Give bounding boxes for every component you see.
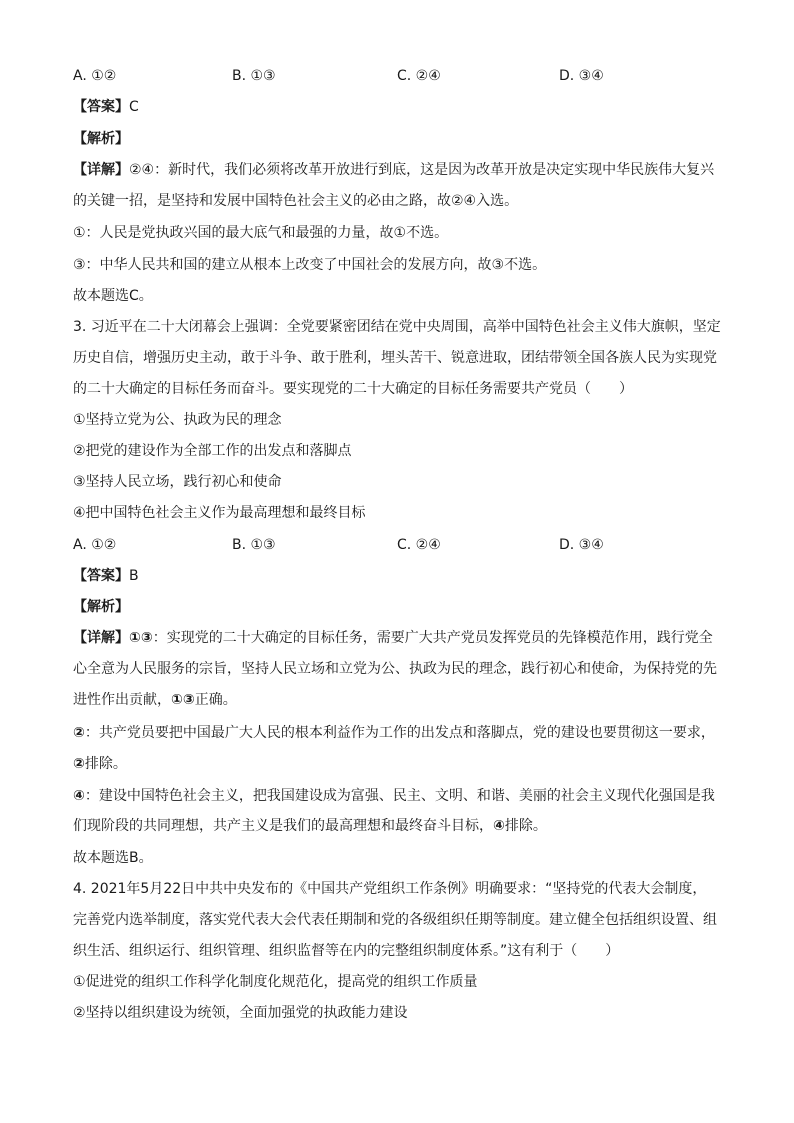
q4-item: ①促进党的组织工作科学化制度化规范化，提高党的组织工作质量 (73, 974, 478, 990)
mark: ④ (493, 818, 505, 834)
detail-text: 们现阶段的共同理想，共产主义是我们的最高理想和最终奋斗目标， (73, 818, 493, 834)
q3-stem-line: 历史自信，增强历史主动，敢于斗争、敢于胜利，埋头苦干、锐意进取，团结带领全国各族人民为实现党 (73, 350, 717, 366)
q3-answer (73, 566, 139, 586)
q3-item: ②把党的建设作为全部工作的出发点和落脚点 (73, 443, 352, 459)
detail-text: ：建设中国特色社会主义，把我国建设成为富强、民主、文明、和谐、美丽的社会主义现代化强国是我 (84, 788, 715, 804)
q4-stem-line: 4. 2021年5月22日中共中央发布的《中国共产党组织工作条例》明确要求：“坚持党的代表大会制度， (73, 881, 707, 897)
q3-detail-line (73, 786, 715, 806)
mark: ④ (73, 788, 85, 804)
q2-detail-line: ①：人民是党执政兴国的最大底气和最强的力量，故①不选。 (73, 225, 449, 241)
detail-tag: 【详解】 (73, 630, 129, 646)
q3-item: ④把中国特色社会主义作为最高理想和最终目标 (73, 505, 366, 521)
q2-option-b: B. ①③ (232, 68, 276, 84)
detail-text: 进性作出贡献， (73, 692, 171, 708)
detail-text: ②④：新时代，我们必须将改革开放进行到底，这是因为改革开放是决定实现中华民族伟大复兴 (129, 162, 715, 178)
q4-stem-line: 织生活、组织运行、组织管理、组织监督等在内的完整组织制度体系。”这有利于（ ） (73, 943, 620, 959)
answer-tag: 【答案】 (73, 99, 129, 115)
q3-detail-line (73, 690, 237, 710)
q2-conclusion: 故本题选C。 (73, 288, 153, 304)
q3-item: ①坚持立党为公、执政为民的理念 (73, 412, 282, 428)
q3-conclusion: 故本题选B。 (73, 850, 153, 866)
q3-stem-line: 的二十大确定的目标任务而奋斗。要实现党的二十大确定的目标任务需要共产党员（ ） (73, 381, 633, 397)
detail-text: ：共产党员要把中国最广大人民的根本利益作为工作的出发点和落脚点，党的建设也要贯彻这一要求， (84, 725, 715, 741)
q3-detail-line (73, 723, 715, 743)
mark: ② (73, 725, 85, 741)
q2-detail-line: 的关键一招，是坚持和发展中国特色社会主义的必由之路，故②④入选。 (73, 193, 519, 209)
mark: ①③ (129, 630, 153, 646)
mark: ② (73, 756, 85, 772)
q2-analysis-tag: 【解析】 (73, 131, 129, 147)
q3-option-d: D. ③④ (559, 537, 604, 553)
q3-stem-line: 3. 习近平在二十大闭幕会上强调：全党要紧密团结在党中央周围，高举中国特色社会主义伟大旗帜，坚定 (73, 319, 721, 335)
q2-detail-line (73, 160, 714, 180)
q4-item: ②坚持以组织建设为统领，全面加强党的执政能力建设 (73, 1005, 408, 1021)
mark: ①③ (171, 692, 195, 708)
q3-analysis-tag: 【解析】 (73, 599, 129, 615)
q2-answer (73, 97, 139, 117)
q3-item: ③坚持人民立场，践行初心和使命 (73, 474, 282, 490)
detail-text: 正确。 (194, 692, 237, 708)
q3-detail-line (73, 754, 127, 774)
q3-option-a: A. ①② (73, 537, 117, 553)
detail-text: 排除。 (84, 756, 127, 772)
q4-stem-line: 完善党内选举制度，落实党代表大会代表任期制和党的各级组织任期等制度。建立健全包括组织设置、组 (73, 912, 717, 928)
q3-option-c: C. ②④ (397, 537, 441, 553)
answer-value: B (129, 568, 139, 584)
detail-text: ：实现党的二十大确定的目标任务，需要广大共产党员发挥党员的先锋模范作用，践行党全 (152, 630, 713, 646)
q3-detail-line (73, 628, 713, 648)
detail-text: 排除。 (504, 818, 547, 834)
answer-tag: 【答案】 (73, 568, 129, 584)
answer-value: C (129, 99, 139, 115)
q3-detail-line: 心全意为人民服务的宗旨，坚持人民立场和立党为公、执政为民的理念，践行初心和使命，为保持党的先 (73, 661, 717, 677)
q3-detail-line (73, 816, 547, 836)
q3-option-b: B. ①③ (232, 537, 276, 553)
q2-option-c: C. ②④ (397, 68, 441, 84)
q2-option-a: A. ①② (73, 68, 117, 84)
q2-option-d: D. ③④ (559, 68, 604, 84)
detail-tag: 【详解】 (73, 162, 129, 178)
q2-detail-line: ③：中华人民共和国的建立从根本上改变了中国社会的发展方向，故③不选。 (73, 257, 547, 273)
